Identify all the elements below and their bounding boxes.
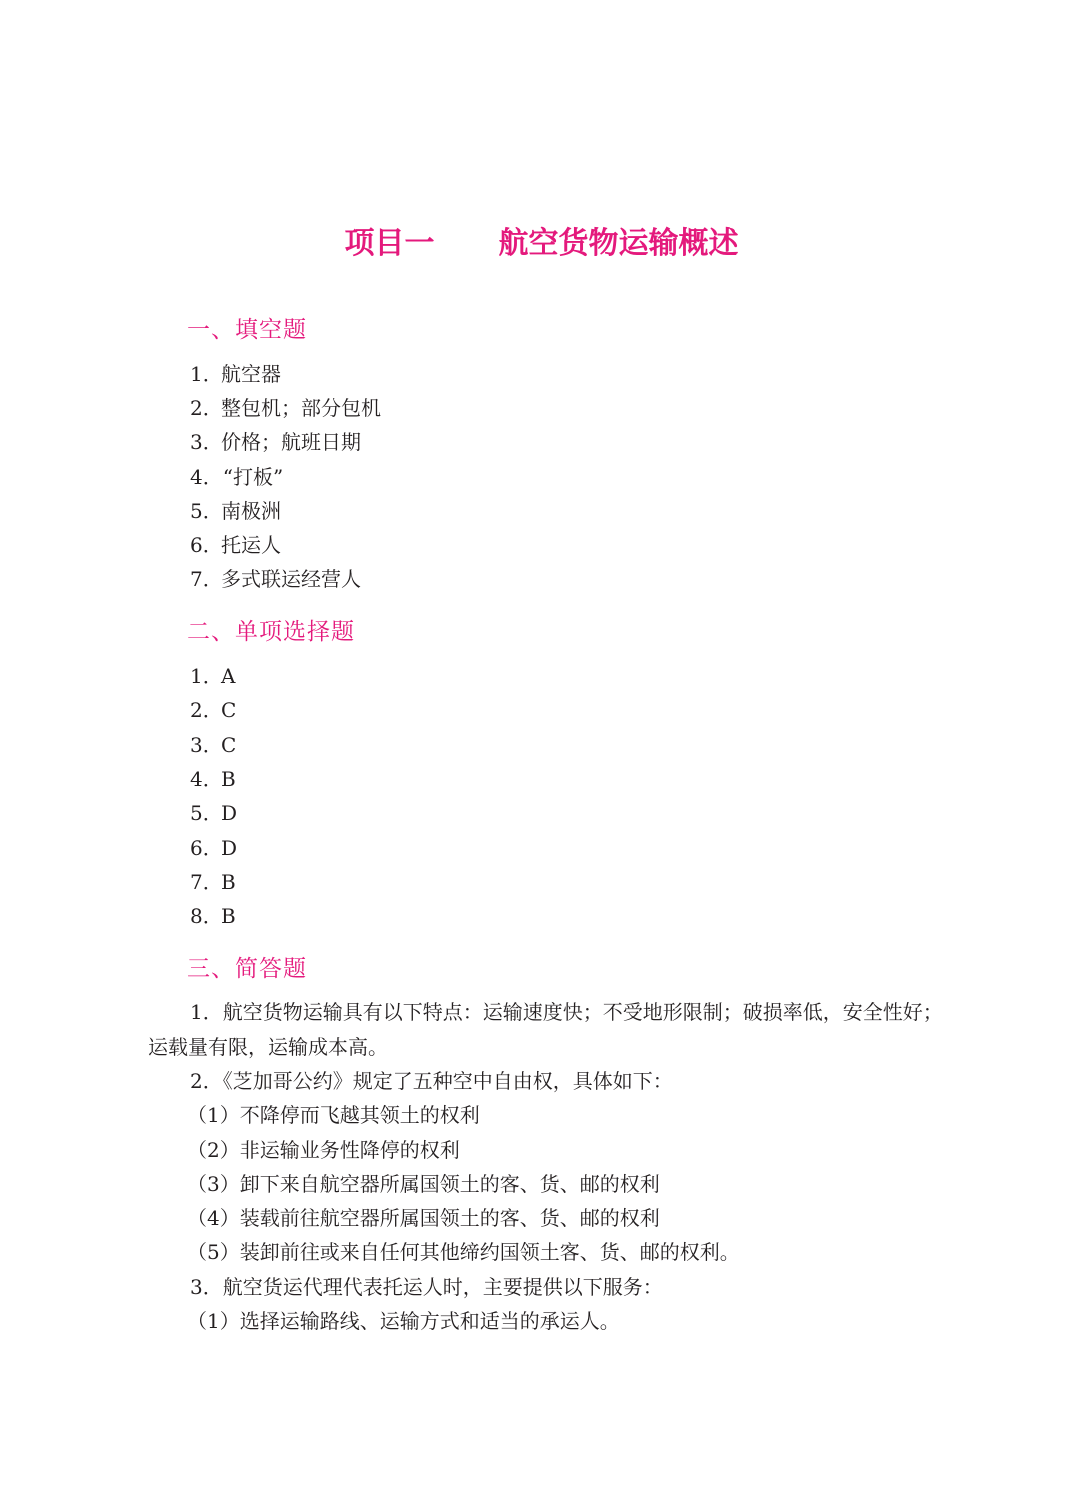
page-title [0, 218, 1083, 262]
list-item [190, 499, 281, 523]
item-text: D [221, 801, 238, 825]
item-text: A [221, 664, 236, 688]
item-number: 1． [190, 362, 223, 386]
item-number: 6． [190, 533, 223, 557]
item-text: 价格；航班日期 [221, 430, 361, 454]
item-number: 5． [190, 801, 223, 825]
item-text: C [221, 733, 237, 757]
item-number: 8． [190, 904, 223, 928]
item-number: 6． [190, 836, 223, 860]
answer-sub-item: （5）装卸前往或来自任何其他缔约国领土客、货、邮的权利。 [187, 1240, 740, 1264]
answer-sub-item: （1）选择运输路线、运输方式和适当的承运人。 [187, 1309, 620, 1333]
item-text: 多式联运经营人 [221, 567, 361, 591]
item-text: 托运人 [221, 533, 281, 557]
answer-paragraph-line: 1．航空货物运输具有以下特点：运输速度快；不受地形限制；破损率低，安全性好； [190, 1000, 943, 1024]
answer-sub-item: （2）非运输业务性降停的权利 [187, 1138, 460, 1162]
answer-paragraph-line: 3．航空货运代理代表托运人时，主要提供以下服务： [190, 1275, 663, 1299]
list-item [190, 767, 236, 791]
item-text: D [221, 836, 238, 860]
answer-paragraph-line: 运载量有限，运输成本高。 [148, 1035, 388, 1059]
answer-sub-item: （1）不降停而飞越其领土的权利 [187, 1103, 480, 1127]
section-heading-fill-blank: 一、填空题 [187, 317, 307, 343]
section-heading-single-choice: 二、单项选择题 [187, 619, 355, 645]
item-text: 整包机；部分包机 [221, 396, 381, 420]
item-number: 4． [190, 465, 223, 489]
list-item [190, 836, 237, 860]
list-item [190, 904, 236, 928]
item-number: 5． [190, 499, 223, 523]
item-number: 2． [190, 698, 223, 722]
item-text: B [221, 904, 236, 928]
section-heading-short-answer: 三、简答题 [187, 956, 307, 982]
answer-sub-item: （3）卸下来自航空器所属国领土的客、货、邮的权利 [187, 1172, 660, 1196]
item-number: 1． [190, 664, 223, 688]
list-item [190, 465, 283, 489]
list-item [190, 801, 237, 825]
item-text: B [221, 870, 236, 894]
list-item [190, 533, 281, 557]
item-number: 7． [190, 567, 223, 591]
list-item [190, 698, 236, 722]
list-item [190, 870, 236, 894]
list-item [190, 733, 236, 757]
list-item [190, 664, 235, 688]
item-number: 2． [190, 396, 223, 420]
list-item [190, 567, 361, 591]
item-text: “打板” [222, 465, 284, 489]
list-item [190, 430, 361, 454]
item-text: 南极洲 [221, 499, 281, 523]
item-number: 3． [190, 430, 223, 454]
answer-paragraph-line: 2．《芝加哥公约》规定了五种空中自由权，具体如下： [190, 1069, 673, 1093]
title-part-1: 项目一 [344, 226, 435, 261]
item-number: 7． [190, 870, 223, 894]
list-item [190, 396, 381, 420]
item-text: C [221, 698, 237, 722]
item-text: B [221, 767, 236, 791]
item-number: 3． [190, 733, 223, 757]
item-number: 4． [190, 767, 223, 791]
title-part-2: 航空货物运输概述 [498, 226, 739, 261]
list-item [190, 362, 281, 386]
answer-sub-item: （4）装载前往航空器所属国领土的客、货、邮的权利 [187, 1206, 660, 1230]
item-text: 航空器 [221, 362, 281, 386]
